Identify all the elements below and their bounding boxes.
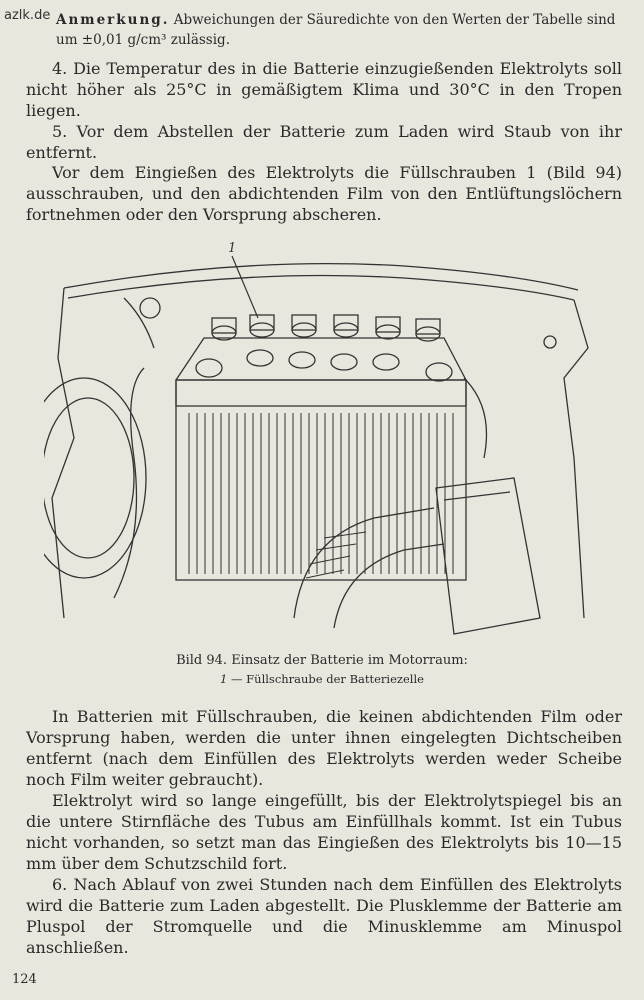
figure-caption [0, 652, 644, 688]
paragraph-gaskets: In Batterien mit Füllschrauben, die keinen abdichtenden Film oder Vorsprung haben, werden die unter ihnen eingelegten Dichtscheiben entfernt (nach dem Einfüllen des Elektrolyts werden weder Scheibe noch Film weiter gebraucht). [26, 707, 622, 789]
caption-title: Bild 94. Einsatz der Batterie im Motorraum: [176, 653, 468, 668]
paragraph-fill-screws: Vor dem Eingießen des Elektrolyts die Füllschrauben 1 (Bild 94) ausschrauben, und den abdichtenden Film von den Entlüftungslöchern fortnehmen oder den Vorsprung abscheren. [26, 163, 622, 224]
note-label: Anmerkung. [56, 12, 170, 28]
note-text: Abweichungen der Säuredichte von den Werten der Tabelle sind um ±0,01 g/cm³ zulässig. [56, 12, 616, 48]
caption-legend-text: — Füllschraube der Batteriezelle [227, 672, 424, 686]
paragraph-charging: 6. Nach Ablauf von zwei Stunden nach dem Einfüllen des Elektrolyts wird die Batterie zum Laden abgestellt. Die Plusklemme der Batterie am Pluspol der Stromquelle und die Minusklemme am Minuspol anschließen. [26, 875, 622, 957]
paragraph-temperature: 4. Die Temperatur des in die Batterie einzugießenden Elektrolyts soll nicht höher als 25°C in gemäßigtem Klima und 30°C in den Tropen liegen. [26, 59, 622, 120]
callout-number: 1 [228, 241, 237, 256]
battery-illustration [44, 238, 600, 642]
caption-legend [0, 670, 644, 688]
paragraph-level: Elektrolyt wird so lange eingefüllt, bis der Elektrolytspiegel bis an die untere Stirnfläche des Tubus am Einfüllhals kommt. Ist ein Tubus nicht vorhanden, so setzt man das Eingießen des Elektrolyts bis 10—15 mm über dem Schutzschild fort. [26, 791, 622, 873]
note [56, 10, 624, 50]
paragraph-dust: 5. Vor dem Abstellen der Batterie zum Laden wird Staub von ihr entfernt. [26, 122, 622, 162]
caption-legend-number: 1 [220, 672, 228, 686]
page-number: 124 [12, 972, 37, 987]
watermark: azlk.de [4, 8, 51, 23]
